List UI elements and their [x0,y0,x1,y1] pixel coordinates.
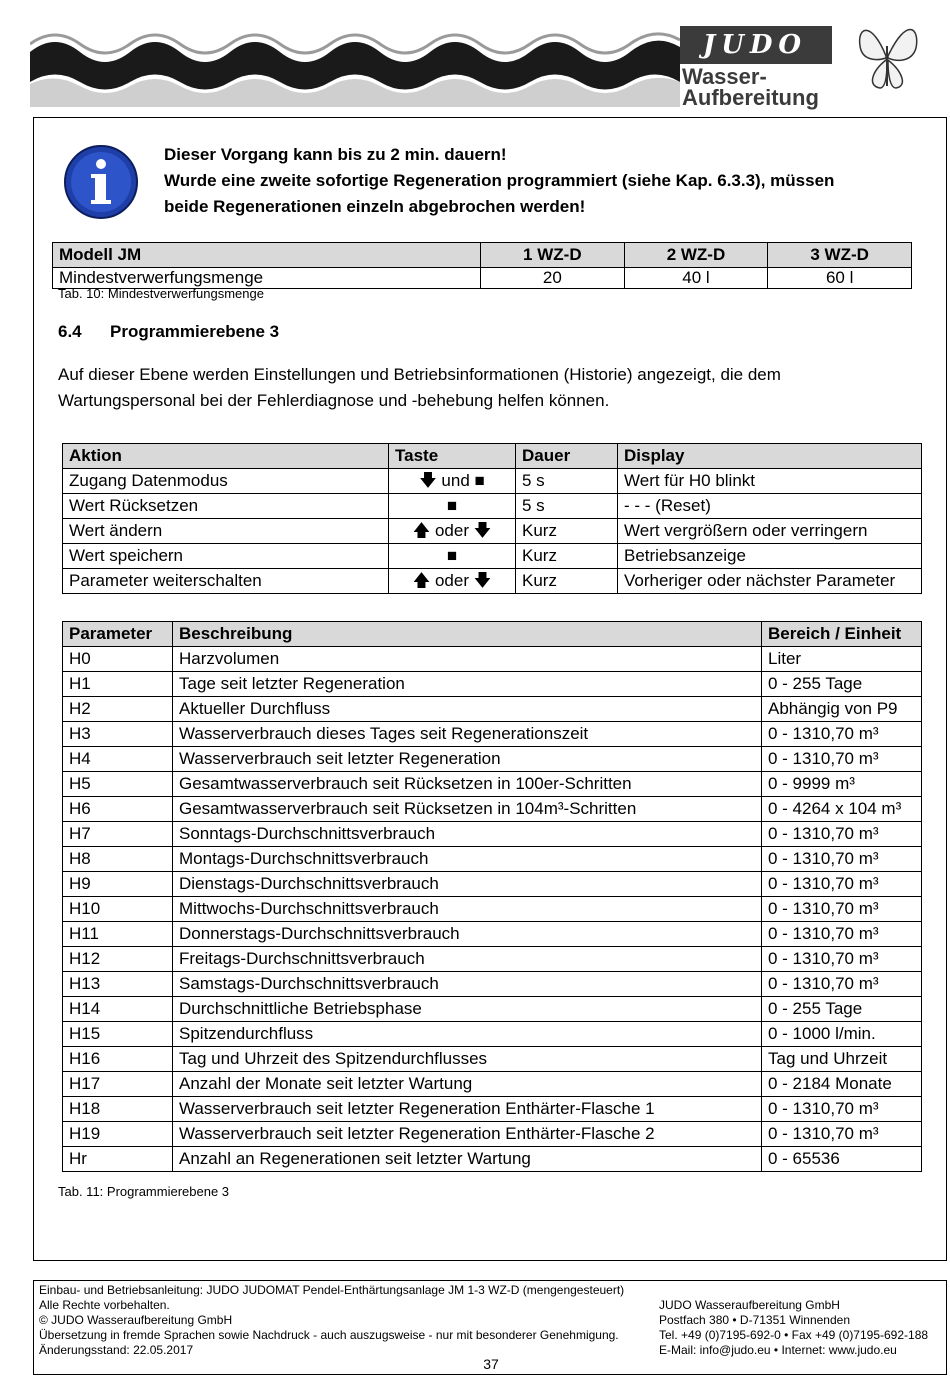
table-cell: 0 - 1310,70 m³ [762,847,922,872]
table-row [63,997,922,1022]
table-cell: H9 [63,872,173,897]
table-cell: Wert ändern [63,519,389,544]
table-row [63,1022,922,1047]
footer-line: JUDO Wasseraufbereitung GmbH [659,1298,840,1312]
table-cell: 20 [481,268,625,289]
table-row [63,1072,922,1097]
table-row [63,797,922,822]
table-cell: 0 - 1000 l/min. [762,1022,922,1047]
table-cell: H11 [63,922,173,947]
table-row [63,519,922,544]
logo-wordmark: JUDO [702,30,808,60]
table-row [63,972,922,997]
table-cell: Wert speichern [63,544,389,569]
table-cell: 0 - 1310,70 m³ [762,897,922,922]
table-cell: 0 - 1310,70 m³ [762,872,922,897]
table-cell: 0 - 4264 x 104 m³ [762,797,922,822]
logo-line-1: Wasser- [682,64,767,89]
note-line-3: beide Regenerationen einzeln abgebrochen werden! [164,197,586,216]
table-parameters [62,621,922,1172]
table-header-cell: Bereich / Einheit [762,622,922,647]
table-min-discard [52,242,912,289]
table-header-cell: 1 WZ-D [481,243,625,268]
table-cell: Kurz [516,544,618,569]
table-cell: Kurz [516,569,618,594]
table-cell: Wasserverbrauch seit letzter Regeneration Enthärter-Flasche 1 [173,1097,762,1122]
table-caption: Tab. 10: Mindestverwerfungsmenge [58,286,264,301]
table-cell: Gesamtwasserverbrauch seit Rücksetzen in 104m³-Schritten [173,797,762,822]
table-row [63,569,922,594]
header-wave-graphic [30,22,680,112]
page-footer [33,1280,947,1375]
judo-logo [680,26,832,110]
table-cell: Kurz [516,519,618,544]
table-row [63,1047,922,1072]
table-cell: H12 [63,947,173,972]
table-cell: Anzahl der Monate seit letzter Wartung [173,1072,762,1097]
table-cell: Tag und Uhrzeit [762,1047,922,1072]
footer-line: © JUDO Wasseraufbereitung GmbH [39,1313,233,1327]
table-cell: 5 s [516,469,618,494]
table-cell: 0 - 1310,70 m³ [762,947,922,972]
table-cell: H14 [63,997,173,1022]
table-row [63,747,922,772]
logo-line-2: Aufbereitung [682,85,819,110]
section-paragraph [58,362,898,414]
table-cell: H6 [63,797,173,822]
info-note [164,142,834,220]
paragraph-line-1: Auf dieser Ebene werden Einstellungen und Betriebsinformationen (Historie) angezeigt, die dem [58,365,781,384]
table-cell: Durchschnittliche Betriebsphase [173,997,762,1022]
table-cell: Mindestverwerfungsmenge [53,268,481,289]
footer-line: Änderungsstand: 22.05.2017 [39,1343,194,1357]
info-icon [63,144,139,220]
table-cell: Mittwochs-Durchschnittsverbrauch [173,897,762,922]
table-cell: Wasserverbrauch seit letzter Regeneration [173,747,762,772]
table-row [63,697,922,722]
table-cell: Dienstags-Durchschnittsverbrauch [173,872,762,897]
footer-line: Einbau- und Betriebsanleitung: JUDO JUDOMAT Pendel-Enthärtungsanlage JM 1-3 WZ-D (mengengesteuert) [39,1283,625,1297]
table-cell: H7 [63,822,173,847]
table-header-cell: Display [618,444,922,469]
table-row [63,897,922,922]
table-cell: Liter [762,647,922,672]
butterfly-icon [852,16,922,94]
table-header-row [53,243,912,268]
table-cell: 0 - 1310,70 m³ [762,822,922,847]
footer-line: E-Mail: info@judo.eu • Internet: www.judo.eu [659,1343,897,1357]
logo-subtitle [682,66,819,108]
table-row [63,922,922,947]
table-cell: - - - (Reset) [618,494,922,519]
table-cell: H1 [63,672,173,697]
table-cell: H8 [63,847,173,872]
table-cell: Wasserverbrauch dieses Tages seit Regenerationszeit [173,722,762,747]
table-cell: Aktueller Durchfluss [173,697,762,722]
table-cell: 0 - 1310,70 m³ [762,922,922,947]
table-cell: H18 [63,1097,173,1122]
footer-line: Postfach 380 • D-71351 Winnenden [659,1313,850,1327]
table-cell: 0 - 1310,70 m³ [762,747,922,772]
table-header-cell: Dauer [516,444,618,469]
table-cell: 🡅 oder 🡇 [389,519,516,544]
table-row [63,772,922,797]
table-cell: Wert vergrößern oder verringern [618,519,922,544]
table-cell: 0 - 65536 [762,1147,922,1172]
table-cell: Spitzendurchfluss [173,1022,762,1047]
table-cell: 40 l [624,268,768,289]
section-heading [58,322,279,342]
table-cell: Abhängig von P9 [762,697,922,722]
table-cell: Tag und Uhrzeit des Spitzendurchflusses [173,1047,762,1072]
table-row [63,947,922,972]
table-cell: H17 [63,1072,173,1097]
table-cell: H3 [63,722,173,747]
table-cell: 0 - 2184 Monate [762,1072,922,1097]
table-header-cell: 2 WZ-D [624,243,768,268]
table-cell: 0 - 1310,70 m³ [762,1097,922,1122]
table-cell: Parameter weiterschalten [63,569,389,594]
table-cell: H16 [63,1047,173,1072]
table-row [63,722,922,747]
table-cell: H10 [63,897,173,922]
table-row [63,544,922,569]
table-row [63,822,922,847]
table-row [63,847,922,872]
table-cell: 0 - 1310,70 m³ [762,1122,922,1147]
table-cell: H4 [63,747,173,772]
table-cell: Sonntags-Durchschnittsverbrauch [173,822,762,847]
table-cell: 0 - 1310,70 m³ [762,722,922,747]
table-cell: Tage seit letzter Regeneration [173,672,762,697]
page-number: 37 [483,1356,499,1372]
table-cell: Wert für H0 blinkt [618,469,922,494]
table-cell: Hr [63,1147,173,1172]
note-line-2: Wurde eine zweite sofortige Regeneration programmiert (siehe Kap. 6.3.3), müssen [164,171,835,190]
table-cell: Gesamtwasserverbrauch seit Rücksetzen in 100er-Schritten [173,772,762,797]
table-caption: Tab. 11: Programmierebene 3 [58,1184,230,1199]
table-cell: H2 [63,697,173,722]
table-header-cell: 3 WZ-D [768,243,912,268]
table-header-cell: Taste [389,444,516,469]
table-cell: 0 - 255 Tage [762,672,922,697]
table-cell: Zugang Datenmodus [63,469,389,494]
table-cell: H15 [63,1022,173,1047]
table-row [63,494,922,519]
table-cell: Wasserverbrauch seit letzter Regeneration Enthärter-Flasche 2 [173,1122,762,1147]
table-cell: 60 l [768,268,912,289]
table-header-cell: Beschreibung [173,622,762,647]
footer-right-block [659,1298,928,1358]
table-header-cell: Parameter [63,622,173,647]
footer-left-block [39,1283,624,1358]
table-cell: Wert Rücksetzen [63,494,389,519]
table-cell: 0 - 255 Tage [762,997,922,1022]
note-line-1: Dieser Vorgang kann bis zu 2 min. dauern! [164,145,507,164]
table-header-cell: Modell JM [53,243,481,268]
table-cell: Donnerstags-Durchschnittsverbrauch [173,922,762,947]
table-row [63,1097,922,1122]
table-cell: Montags-Durchschnittsverbrauch [173,847,762,872]
table-cell: Anzahl an Regenerationen seit letzter Wartung [173,1147,762,1172]
table-header-row [63,444,922,469]
table-cell: ■ [389,494,516,519]
table-cell: 0 - 9999 m³ [762,772,922,797]
table-cell: 🡇 und ■ [389,469,516,494]
table-row [63,469,922,494]
table-row [63,647,922,672]
table-row [63,1147,922,1172]
table-cell: H19 [63,1122,173,1147]
table-cell: H0 [63,647,173,672]
table-cell: ■ [389,544,516,569]
table-cell: 0 - 1310,70 m³ [762,972,922,997]
table-cell: Freitags-Durchschnittsverbrauch [173,947,762,972]
table-cell: 5 s [516,494,618,519]
table-cell: 🡅 oder 🡇 [389,569,516,594]
table-row [63,872,922,897]
table-actions [62,443,922,594]
table-row [63,672,922,697]
table-row [63,1122,922,1147]
section-number: 6.4 [58,322,82,341]
table-cell: H5 [63,772,173,797]
logo-dark-bar [680,26,832,64]
footer-line: Tel. +49 (0)7195-692-0 • Fax +49 (0)7195-692-188 [659,1328,929,1342]
paragraph-line-2: Wartungspersonal bei der Fehlerdiagnose und -behebung helfen können. [58,391,610,410]
table-header-row [63,622,922,647]
table-cell: Samstags-Durchschnittsverbrauch [173,972,762,997]
table-cell: H13 [63,972,173,997]
footer-line: Übersetzung in fremde Sprachen sowie Nachdruck - auch auszugsweise - nur mit besonderer Genehmigung. [39,1328,619,1342]
footer-line: Alle Rechte vorbehalten. [39,1298,170,1312]
table-cell: Betriebsanzeige [618,544,922,569]
section-title: Programmierebene 3 [110,322,280,341]
table-cell: Vorheriger oder nächster Parameter [618,569,922,594]
table-cell: Harzvolumen [173,647,762,672]
table-header-cell: Aktion [63,444,389,469]
